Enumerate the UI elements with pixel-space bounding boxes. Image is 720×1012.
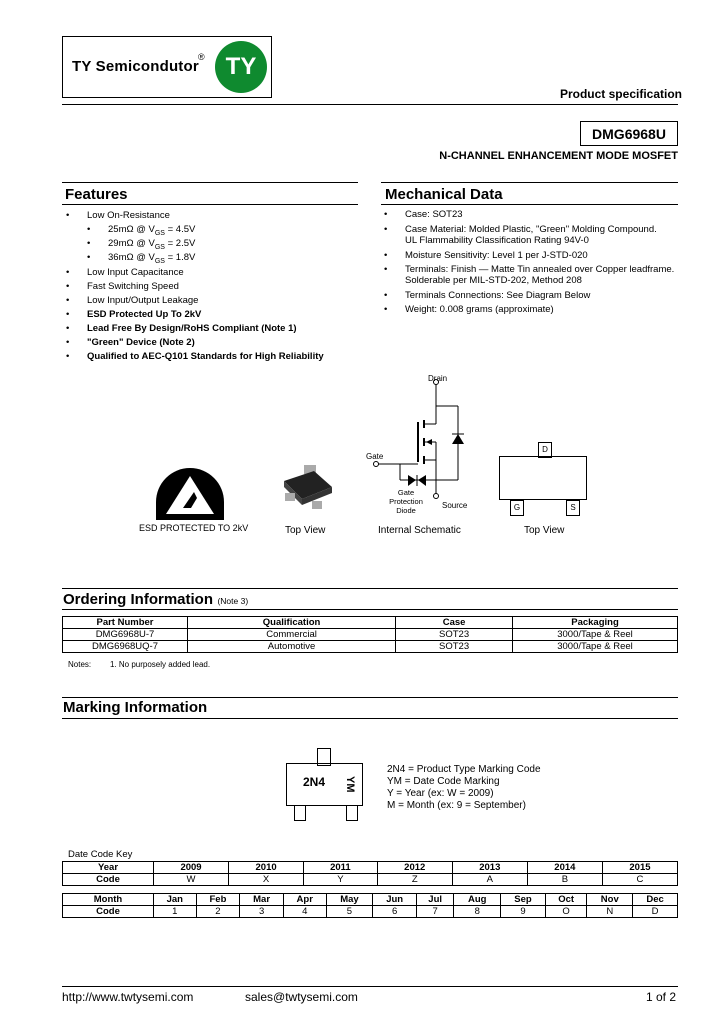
mechanical-item: Case: SOT23 xyxy=(405,209,463,220)
internal-schematic-diagram xyxy=(360,372,490,522)
marking-code: 2N4 xyxy=(303,775,326,789)
feature-item: Qualified to AEC-Q101 Standards for High Reliability xyxy=(87,351,324,362)
year-code-table xyxy=(62,861,678,886)
brand-name: TY Semicondutor xyxy=(72,58,199,75)
marking-ym: YM xyxy=(344,776,356,793)
marking-bottom-rule xyxy=(62,718,678,719)
ordering-bottom-rule xyxy=(62,609,678,610)
header-rule xyxy=(62,104,678,105)
feature-item: Low Input Capacitance xyxy=(87,267,184,278)
mechanical-item: Case Material: Molded Plastic, "Green" Molding Compound. xyxy=(405,224,657,235)
notes-text: 1. No purposely added lead. xyxy=(110,660,211,669)
mechanical-item-cont: Solderable per MIL-STD-202, Method 208 xyxy=(405,275,582,286)
ordering-header-row: Part Number Qualification Case Packaging xyxy=(63,617,678,629)
date-code-title: Date Code Key xyxy=(68,849,133,860)
pin-d: D xyxy=(538,442,552,458)
notes-label: Notes: xyxy=(68,660,92,669)
mechanical-item: Terminals: Finish — Matte Tin annealed over Copper leadframe. xyxy=(405,264,675,275)
device-subtitle: N-CHANNEL ENHANCEMENT MODE MOSFET xyxy=(439,150,678,162)
month-row: Month Jan Feb Mar Apr May Jun Jul Aug Sep Oct Nov Dec xyxy=(63,894,678,906)
esd-warning-icon xyxy=(150,462,230,524)
mechanical-title: Mechanical Data xyxy=(385,186,503,203)
footer-url-link[interactable]: http://www.twtysemi.com xyxy=(62,990,194,1004)
feature-item: Low On-Resistance xyxy=(87,210,170,221)
top-view-label-2: Top View xyxy=(524,525,565,536)
pin-g: G xyxy=(510,500,524,516)
features-bottom-rule xyxy=(62,204,358,205)
mechanical-top-rule xyxy=(381,182,678,183)
top-view-label-1: Top View xyxy=(285,525,326,536)
ordering-table xyxy=(62,616,678,653)
sot23-package-icon xyxy=(276,463,336,513)
month-code-row: Code 1 2 3 4 5 6 7 8 9 O N D xyxy=(63,906,678,918)
mechanical-list: • Case: SOT23 • Case Material: Molded Plastic, "Green" Molding Compound. UL Flammability Classification Rating 94V-0 • Moisture Sensitivity: Level 1 per J-STD-020 • Terminals: Finish — Matte Tin annealed over Copper leadframe. Solderable per MIL-STD-202, Method 208 • Terminals Connections: See Diagram Below • Weight: 0.008 grams (approximate) xyxy=(384,209,675,315)
month-code-table xyxy=(62,893,678,918)
footer-rule xyxy=(62,986,678,987)
mechanical-item-cont: UL Flammability Classification Rating 94V-0 xyxy=(405,235,589,246)
gate-label: Gate xyxy=(366,452,384,461)
marking-pin-left xyxy=(294,805,306,821)
page-number: 1 of 2 xyxy=(646,990,677,1004)
features-list: • Low On-Resistance • 25mΩ @ $V_{GS} = 4.5V$ • 29mΩ @ $V_{GS} = 2.5V$ • 36mΩ @ $V_{GS} = 1.8V$ • Low Input Capacitance • Fast Switching Speed • Low Input/Output Leakage • ESD Protected Up To 2kV • Lead Free By Design/RoHS Compliant (Note 1) • "Green" Device (Note 2) • Qualified to AEC-Q101 Standards for High Reliability xyxy=(66,210,324,362)
esd-caption: ESD PROTECTED TO 2kV xyxy=(139,523,249,533)
feature-item: Lead Free By Design/RoHS Compliant (Note 1) xyxy=(87,323,297,334)
gate-protection-diode-label: Gate Protection Diode xyxy=(389,488,423,515)
product-spec-label: Product specification xyxy=(559,87,682,101)
marking-top-rule xyxy=(62,697,678,698)
feature-item: ESD Protected Up To 2kV xyxy=(87,309,202,320)
source-label: Source xyxy=(442,501,468,510)
mechanical-item: Moisture Sensitivity: Level 1 per J-STD-020 xyxy=(405,250,588,261)
brand-logo: TY xyxy=(215,41,267,93)
table-row: DMG6968UQ-7 Automotive SOT23 3000/Tape & Reel xyxy=(63,641,678,653)
year-row: Year 2009 2010 2011 2012 2013 2014 2015 xyxy=(63,862,678,874)
footer-email-link[interactable]: sales@twtysemi.com xyxy=(245,990,358,1004)
features-top-rule xyxy=(62,182,358,183)
marking-legend: 2N4 = Product Type Marking Code YM = Date Code Marking Y = Year (ex: W = 2009) M = Month (ex: 9 = September) xyxy=(387,764,541,811)
feature-item: "Green" Device (Note 2) xyxy=(87,337,195,348)
ordering-note: (Note 3) xyxy=(217,596,249,606)
feature-subitem: 29mΩ @ $V_{GS} = 2.5V$ xyxy=(108,238,196,251)
year-code-row: Code W X Y Z A B C xyxy=(63,874,678,886)
feature-item: Low Input/Output Leakage xyxy=(87,295,199,306)
feature-subitem: 25mΩ @ $V_{GS} = 4.5V$ xyxy=(108,224,196,237)
mechanical-item: Terminals Connections: See Diagram Below xyxy=(405,290,591,301)
feature-item: Fast Switching Speed xyxy=(87,281,179,292)
marking-title: Marking Information xyxy=(63,699,208,716)
drain-label: Drain xyxy=(428,374,448,383)
pin-s: S xyxy=(566,500,580,516)
ordering-top-rule xyxy=(62,588,678,589)
table-row: DMG6968U-7 Commercial SOT23 3000/Tape & Reel xyxy=(63,629,678,641)
features-title: Features xyxy=(65,186,128,203)
internal-schematic-label: Internal Schematic xyxy=(378,525,461,536)
part-number: DMG6968U xyxy=(580,121,678,146)
feature-subitem: 36mΩ @ $V_{GS} = 1.8V$ xyxy=(108,252,196,265)
package-outline xyxy=(499,456,587,500)
registered-mark: ® xyxy=(198,52,205,62)
ordering-title-row xyxy=(63,591,248,609)
marking-pin-right xyxy=(346,805,358,821)
mechanical-bottom-rule xyxy=(381,204,678,205)
mechanical-item: Weight: 0.008 grams (approximate) xyxy=(405,304,554,315)
ordering-title: Ordering Information xyxy=(63,591,213,608)
